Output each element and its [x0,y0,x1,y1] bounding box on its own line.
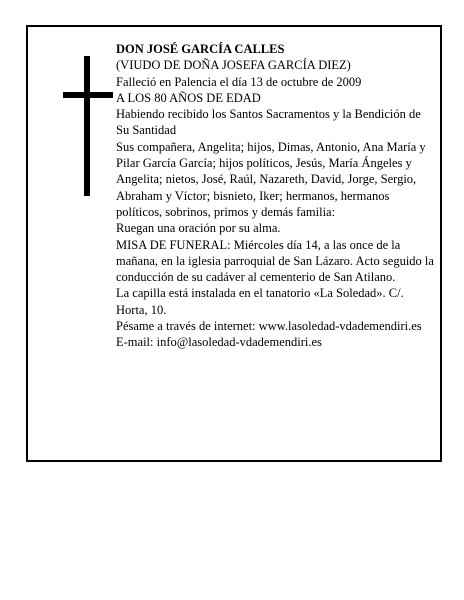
obituary-text [116,41,434,351]
latin-cross-icon [63,56,113,196]
chapel-paragraph: La capilla está instalada en el tanatorio «La Soledad». C/. Horta, 10. [116,286,404,317]
condolences-line: Pésame a través de internet: www.lasoledad-vdademendiri.es [116,319,422,334]
funeral-paragraph: MISA DE FUNERAL: Miércoles día 14, a las once de la mañana, en la iglesia parroquial de San Lázaro. Acto seguido la conducción de su cadáver al cementerio de San Atilano. [116,237,434,285]
spouse-line: (VIUDO DE DOÑA JOSEFA GARCÍA DIEZ) [116,58,351,73]
prayer-line: Ruegan una oración por su alma. [116,221,281,236]
age-line: A LOS 80 AÑOS DE EDAD [116,90,261,105]
sacraments-line: Habiendo recibido los Santos Sacramentos y la Bendición de Su Santidad [116,107,421,138]
deceased-name: DON JOSÉ GARCÍA CALLES [116,42,285,56]
email-line: E-mail: info@lasoledad-vdademendiri.es [116,335,322,350]
cross-vertical-bar [84,56,90,196]
cross-horizontal-bar [63,92,113,98]
obituary-notice [26,25,442,462]
death-line: Falleció en Palencia el día 13 de octubre de 2009 [116,74,362,89]
family-paragraph: Sus compañera, Angelita; hijos, Dimas, Antonio, Ana María y Pilar García García; hijos políticos, Jesús, María Ángeles y Angelita; nietos, José, Raúl, Nazareth, David, Jorge, Sergio, Abraham y Víctor; bisnieto, Iker; hermanos, hermanos políticos, sobrinos, primos y demás familia: [116,139,426,219]
